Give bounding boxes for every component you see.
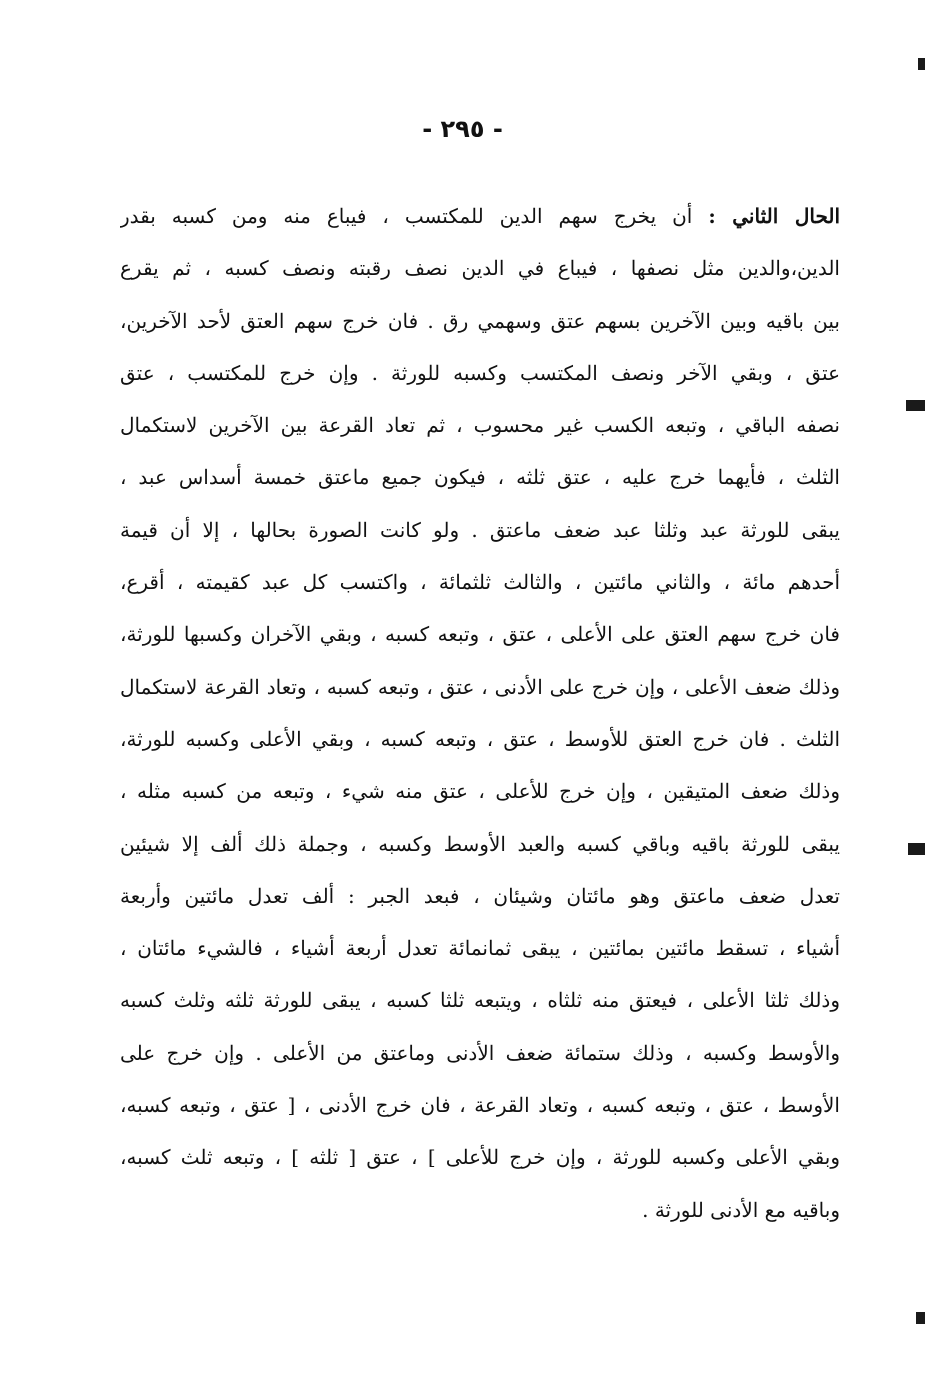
text-line: وبقي الأعلى وكسبه للورثة ، وإن خرج للأعلى ] ، عتق [ ثلثه ] ، وتبعه ثلث كسبه،	[120, 1145, 840, 1170]
text-line: فان خرج سهم العتق على الأعلى ، عتق ، وتبعه كسبه ، وبقي الآخران وكسبها للورثة،	[120, 622, 840, 647]
text-line: والأوسط وكسبه ، وذلك ستمائة ضعف الأدنى وماعتق من الأعلى . وإن خرج على	[120, 1040, 840, 1065]
page-number: - ٢٩٥ -	[422, 115, 503, 143]
text-line: الثلث . فان خرج العتق للأوسط ، عتق ، وتبعه كسبه ، وبقي الأعلى وكسبه للورثة،	[120, 726, 840, 751]
text-line: يبقى للورثة باقيه وباقي كسبه والعبد الأوسط وكسبه ، وجملة ذلك ألف إلا شيئين	[120, 831, 840, 856]
text-line: الدين،والدين مثل نصفها ، فيباع في الدين نصف رقبته ونصف كسبه ، ثم يقرع	[120, 256, 840, 281]
section-heading: الحال الثاني :	[708, 204, 840, 228]
text-line: يبقى للورثة عبد وثلثا عبد ضعف ماعتق . ولو كانت الصورة بحالها ، إلا أن قيمة	[120, 517, 840, 542]
text-line: وذلك ثلثا الأعلى ، فيعتق منه ثلثاه ، ويتبعه ثلثا كسبه ، يبقى للورثة ثلثه وثلث كسبه	[120, 988, 840, 1013]
body-text	[120, 190, 840, 1236]
margin-mark	[908, 843, 925, 855]
text-line: بين باقيه وبين الآخرين بسهم عتق وسهمي رق . فان خرج سهم العتق لأحد الآخرين،	[120, 308, 840, 333]
text-line: تعدل ضعف ماعتق وهو مائتان وشيئان ، فبعد الجبر : ألف تعدل مائتين وأربعة	[120, 883, 840, 908]
text-line: نصفه الباقي ، وتبعه الكسب غير محسوب ، ثم تعاد القرعة بين الآخرين لاستكمال	[120, 413, 840, 438]
text-line: الثلث ، فأيهما خرج عليه ، عتق ثلثه ، فيكون جميع ماعتق خمسة أسداس عبد ،	[120, 465, 840, 490]
text-line: الأوسط ، عتق ، وتبعه كسبه ، وتعاد القرعة ، فان خرج الأدنى ، [ عتق ، وتبعه كسبه،	[120, 1093, 840, 1118]
text-line: وباقيه مع الأدنى للورثة .	[642, 1197, 840, 1222]
text-line: أشياء ، تسقط مائتين بمائتين ، يبقى ثمانمائة تعدل أربعة أشياء ، فالشيء مائتان ،	[120, 936, 840, 961]
text-line: وذلك ضعف المتيقين ، وإن خرج للأعلى ، عتق منه شيء ، وتبعه من كسبه مثله ،	[120, 779, 840, 804]
text-line	[120, 190, 840, 242]
text-line-content: أن يخرج سهم الدين للمكتسب ، فيباع منه ومن كسبه بقدر	[120, 204, 693, 228]
margin-mark	[906, 400, 925, 411]
text-line: عتق ، وبقي الآخر ونصف المكتسب وكسبه للورثة . وإن خرج للمكتسب ، عتق	[120, 360, 840, 385]
margin-mark	[918, 58, 925, 70]
margin-mark	[916, 1312, 925, 1324]
text-line: أحدهم مائة ، والثاني مائتين ، والثالث ثلثمائة ، واكتسب كل عبد كقيمته ، أقرع،	[120, 570, 840, 595]
text-line: وذلك ضعف الأعلى ، وإن خرج على الأدنى ، عتق ، وتبعه كسبه ، وتعاد القرعة لاستكمال	[120, 674, 840, 699]
